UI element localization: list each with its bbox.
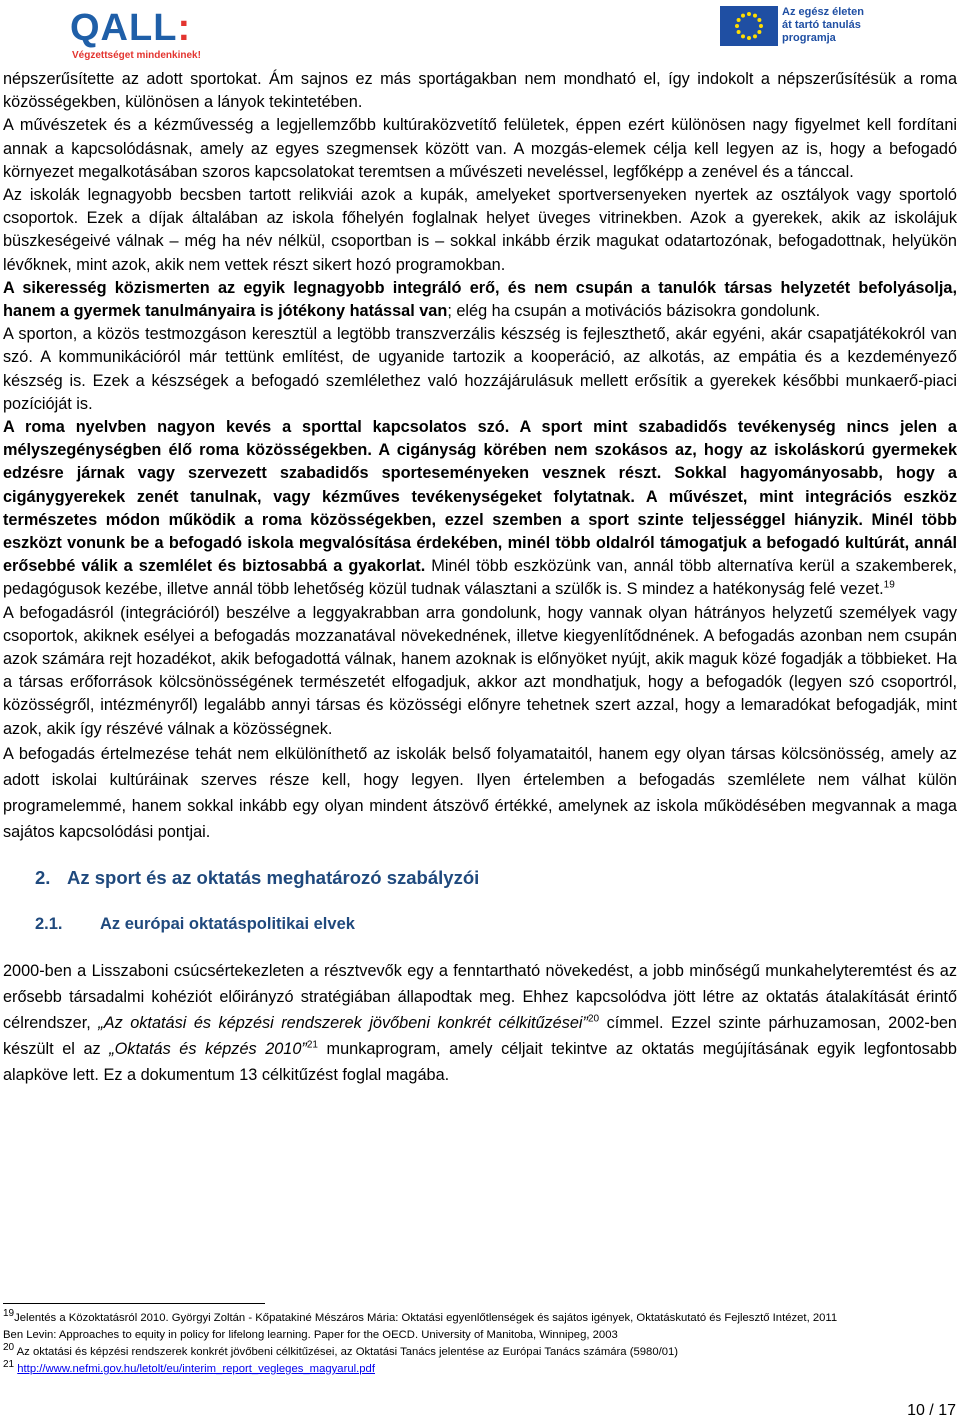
paragraph-text: munkaprogram, amely céljait tekintve az oktatás megújításának egyik legfontosabb alapköve lett. Ez a dokumentum 13 célkitűzést foglal magába.: [3, 1039, 957, 1084]
subsection-title: Az európai oktatáspolitikai elvek: [100, 914, 355, 933]
qall-logo-text: QALL: [70, 7, 178, 49]
eu-program-line3: programja: [782, 32, 836, 44]
bold-text: A sikeresség közismerten az egyik legnagyobb integráló erő, és nem csupán a tanulók társas helyzetét befolyásolja, hanem a gyermek tanulmányaira is jótékony hatással van: [3, 278, 957, 321]
paragraph: Az iskolák legnagyobb becsben tartott relikviái azok a kupák, amelyeket sportversenyeken nyertek az osztályok vagy sportoló csoportok. Ezek a díjak általában az iskola főhelyén foglalnak helyet üveges vitrinekben. Azok a gyerekek, akik az iskolájuk büszkeségeivé válnak – még ha név nélkül, csoportban is – sokkal inkább érzik magukat odatartozónak, befogadottnak, helyükön lévőknek, mint azok, akik nem vettek részt sikert hozó programokban.: [3, 186, 957, 274]
footnotes: [3, 1310, 957, 1378]
paragraph-text: 2000-ben a Lisszaboni csúcsértekezleten a résztvevők egy a fenntartható növekedést, a jobb minőségű munkahelyteremtést és az erősebb társadalmi kohéziót előirányzó stratégiában állapodtak meg. Ehhez kapcsolódva jött létre az oktatás átalakítását érintő célrendszer,: [3, 961, 957, 1032]
paragraph: A befogadásról (integrációról) beszélve a leggyakrabban arra gondolunk, hogy vannak olyan hátrányos helyzetű személyek vagy csoportok, akiknek esélyei a befogadás mozzanatával növekednének, illetve kiegyenlítődnének. A befogadás azonban nem csupán azok számára rejt hozadékot, akik befogadottá válnak, hanem azoknak is előnyöket nyújt, akik maguk közé fogadják a többieket. Ha a társas erőforrások kölcsönösségének természetét elfogadjuk, akkor azt mondhatjuk, hogy a befogadók (legyen szó csoportról, közösségről, intézményről) legalább annyi társas és közösségi előnyre tehetnek szert azzal, hogy a lemaradókat befogadják, mint azok, akik így részévé válnak a közösségnek.: [3, 603, 957, 738]
qall-logo-colon-icon: :: [177, 7, 192, 49]
italic-title: „Az oktatási és képzési rendszerek jövőbeni konkrét célkitűzései”: [98, 1013, 588, 1032]
footnote-number: 21: [3, 1359, 15, 1371]
footnote-number: 20: [3, 1342, 15, 1354]
footnote-ref[interactable]: 19: [883, 580, 895, 592]
footnote-ref[interactable]: 21: [306, 1039, 318, 1051]
section-number: 2.: [35, 866, 51, 888]
footnote-21: [3, 1361, 957, 1378]
paragraph: A befogadás értelmezése tehát nem elkülöníthető az iskolák belső folyamataitól, hanem egy olyan társas kölcsönösség, amely az adott iskolai kultúráinak szerves része kell, hogy legyen. Ilyen értelemben a befogadás szemlélete nem válhat külön programelemmé, hanem sokkal inkább egy olyan mindent átszövő értékké, amelynek az iskola működésében megvannak a maga sajátos kapcsolódási pontjai.: [3, 744, 957, 841]
paragraph-text: ; elég ha csupán a motivációs bázisokra gondolunk.: [447, 302, 821, 321]
eu-program-line2: át tartó tanulás: [782, 19, 861, 31]
eu-flag-icon: [720, 6, 778, 46]
footnote-19: [3, 1310, 957, 1327]
qall-logo: [70, 6, 200, 66]
italic-title: „Oktatás és képzés 2010”: [109, 1039, 307, 1058]
footnote-ref[interactable]: 20: [587, 1013, 600, 1025]
footnote-number: 19: [3, 1308, 15, 1320]
document-body: [3, 68, 957, 1088]
paragraph: [3, 277, 957, 323]
footnote-19-extra: Ben Levin: Approaches to equity in policy for lifelong learning. Paper for the OECD. University of Manitoba, Winnipeg, 2003: [3, 1329, 618, 1341]
paragraph: [3, 958, 957, 1088]
section-heading: [35, 866, 957, 890]
section-title: Az sport és az oktatás meghatározó szabályzói: [67, 866, 480, 888]
paragraph-text: címmel. Ezzel szinte párhuzamosan, 2002-ben készült el az: [3, 1013, 957, 1058]
footnote-text: Az oktatási és képzési rendszerek konkrét jövőbeni célkitűzései, az Oktatási Tanács jelentése az Európai Tanács számára (5980/01): [14, 1346, 679, 1358]
page-header: [0, 0, 960, 68]
footnote-20: [3, 1344, 957, 1361]
paragraph: A művészetek és a kézművesség a legjellemzőbb kultúraközvetítő felületek, éppen ezért különösen nagy figyelmet kell fordítani annak a kapcsolódásnak, amely az egyes szegmensek között van. A mozgás-elemek célja kell legyen az is, hogy a befogadó környezet megalkotásában szoros kapcsolatokat teremtsen a művészeti neveléssel, legfőképp a zenével és a tánccal.: [3, 116, 957, 181]
paragraph: A sporton, a közös testmozgáson keresztül a legtöbb transzverzális készség is fejleszthető, akár egyéni, akár csapatjátékokról van szó. A kommunikációról már tettünk említést, de ugyanide tartozik a kooperáció, az alkotás, az empátia és a kezdeményező készség is. Ezek a készségek a befogadó szemlélethez való hozzájárulásuk mellett erősítik a gyerekek későbbi munkaerő-piaci pozícióját is.: [3, 325, 957, 413]
paragraph: [3, 416, 957, 602]
paragraph: népszerűsítette az adott sportokat. Ám sajnos ez más sportágakban nem mondható el, így indokolt a népszerűsítésük a roma közösségekben, különösen a lányok tekintetében.: [3, 70, 957, 112]
footnote-text: Jelentés a Közoktatásról 2010. Györgyi Zoltán - Kőpatakiné Mészáros Mária: Oktatási egyenlőtlenségek és sajátos igények, Oktatáskutató és Fejlesztő Intézet, 2011: [14, 1312, 838, 1324]
eu-program-line1: Az egész életen: [782, 6, 864, 18]
bold-text: A roma nyelvben nagyon kevés a sporttal kapcsolatos szó. A sport mint szabadidős tevékenység nincs jelen a mélyszegénységben élő roma közösségekben. A cigányság körében nem szokásos az, hogy az iskoláskorú gyermekek edzésre járnak vagy szervezett szabadidős sporteseményeken vesznek részt. Sokkal hagyományosabb, hogy a cigánygyerekek zenét tanulnak, vagy kézműves tevékenységeket folytatnak. A művészet, mint integrációs eszköz természetes módon működik a roma közösségekben, ezzel szemben a sport szinte teljességgel hiányzik. Minél több eszközt vonunk be a befogadó iskola megvalósítása érdekében, minél több oldalról támogatjuk a befogadó kultúrát, annál erősebbé válik a szemlélet és biztosabbá a gyakorlat.: [3, 418, 957, 576]
footnote-divider: [3, 1303, 265, 1304]
eu-program-logo: [720, 6, 890, 50]
subsection-heading: [35, 912, 957, 936]
qall-slogan: Végzettséget mindenkinek!: [72, 50, 201, 61]
footnote-link[interactable]: http://www.nefmi.gov.hu/letolt/eu/interim_report_vegleges_magyarul.pdf: [17, 1363, 375, 1375]
paragraph-text: Minél több eszközünk van, annál több alternatíva kerül a szakemberek, pedagógusok kezébe, illetve annál több lehetőség közül tudnak választani a szülők is. S mindez a hatékonyság felé vezet.: [3, 557, 957, 599]
page-number: 10 / 17: [907, 1402, 956, 1419]
subsection-number: 2.1.: [35, 914, 63, 933]
